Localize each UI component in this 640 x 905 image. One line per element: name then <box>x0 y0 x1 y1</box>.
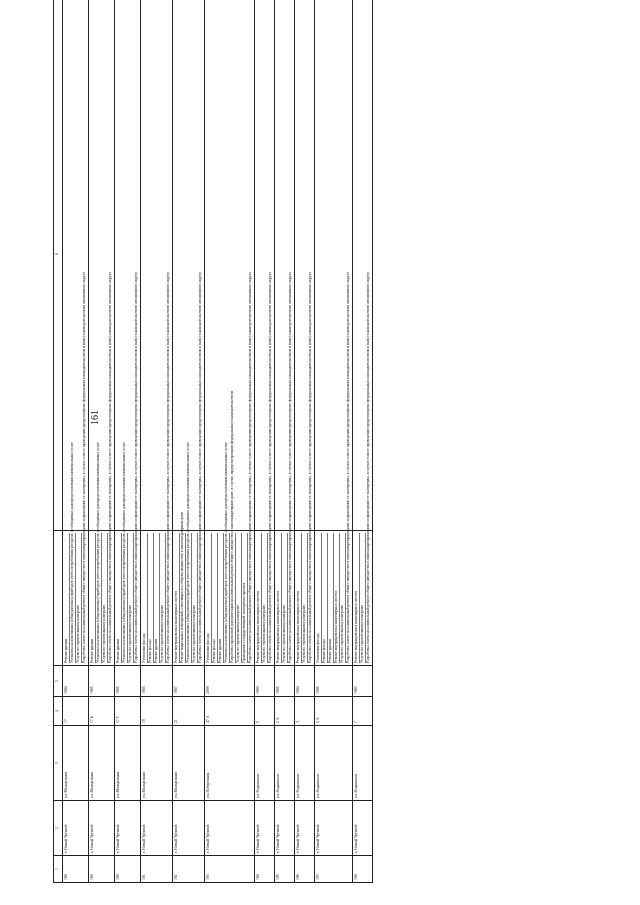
col-header-2: 2 <box>54 801 63 856</box>
work-item: Ремонт внутридомовых инженерных систем <box>296 533 302 663</box>
address-cell: ул. Надымская <box>315 726 353 801</box>
house-number-cell: 21 <box>173 697 205 726</box>
city-cell: г. Новый Уренгой <box>295 801 315 856</box>
col-header-works <box>54 531 63 666</box>
works-cell <box>141 271 173 666</box>
table-row <box>141 0 173 883</box>
city-cell: г. Новый Уренгой <box>205 801 255 856</box>
city-cell: г. Новый Уренгой <box>315 801 353 856</box>
work-item: Ремонт внутридомовых инженерных систем <box>256 533 262 663</box>
work-item: Услуги по строительному контролю <box>302 533 308 663</box>
work-item: Услуги по строительному контролю <box>128 533 134 663</box>
row-number-cell: 189 <box>89 856 115 883</box>
house-number-cell: 5 А <box>315 697 353 726</box>
house-number-cell: 2 А <box>275 697 295 726</box>
year-cell: 1985 <box>141 666 173 697</box>
address-cell: ул. Молодежная <box>89 726 115 801</box>
house-number-cell: 7 <box>353 697 373 726</box>
city-cell: г. Новый Уренгой <box>89 801 115 856</box>
work-item: Ремонт подвальных помещений, относящихся к общему имуществу в многоквартирном доме <box>180 511 184 663</box>
row-number-cell: 191 <box>141 856 173 883</box>
work-item: Ремонт внутридомовых инженерных систем <box>334 533 340 663</box>
col-header-1: 1 <box>54 856 63 883</box>
column-number-row <box>54 0 63 883</box>
col-header-6: 6 <box>54 0 63 531</box>
city-cell: г. Новый Уренгой <box>63 801 89 856</box>
work-item: Разработка сметы на капитальный ремонт общего имущества в многоквартирном доме и проведение ее экспертизы, в случае если ее проведение предусмотрено федеральным законодательством и (или) законодательством автономного округа <box>134 271 138 663</box>
row-number-cell: 197 <box>315 856 353 883</box>
address-cell: ул. Молодежная <box>173 726 205 801</box>
works-cell <box>63 271 89 666</box>
col-header-4: 4 <box>54 697 63 726</box>
work-item: Услуги по строительному контролю <box>282 533 288 663</box>
works-cell <box>295 271 315 666</box>
work-item: Разработка сметы на капитальный ремонт общего имущества в многоквартирном доме и проведение ее экспертизы, в случае если ее проведение предусмотрено федеральным законодательством и (или) законодательством автономного округа <box>108 271 112 663</box>
table-row <box>173 0 205 883</box>
work-item: Ремонт крыши <box>64 533 70 663</box>
year-cell: 1985 <box>115 666 141 697</box>
address-cell: ул. Надымская <box>353 726 373 801</box>
work-item: Ремонт фасада <box>212 533 218 663</box>
row-number-cell: 188 <box>63 856 89 883</box>
work-item: Ремонт крыши <box>154 533 160 663</box>
work-item: Ремонт крыши <box>218 533 224 663</box>
house-number-cell: 3 <box>295 697 315 726</box>
row-number-cell: 192 <box>173 856 205 883</box>
work-item: Разработка сметы на капитальный ремонт общего имущества в многоквартирном доме и проведение ее экспертизы, в случае если ее проведение предусмотрено федеральным законодательством и (или) законодательством автономного округа <box>198 271 202 663</box>
work-item: Утепление фасада <box>206 533 212 663</box>
city-cell: г. Новый Уренгой <box>173 801 205 856</box>
work-item: Услуги по строительному контролю <box>76 533 82 663</box>
work-item: Установка коллективных (общедомовых) приборов учета потребления ресурсов, необходимых для предоставления коммунальных услуг <box>122 441 126 663</box>
table-row <box>275 0 295 883</box>
work-item: Услуги по строительному контролю <box>360 533 366 663</box>
work-item: Ремонт внутридомовых инженерных систем <box>354 533 360 663</box>
row-number-cell: 190 <box>115 856 141 883</box>
work-item: Услуги по строительному контролю <box>340 533 346 663</box>
rotated-sheet <box>53 13 582 883</box>
table-row <box>89 0 115 883</box>
table-row <box>315 0 353 883</box>
work-item: Разработка проектной документации на капитальный ремонт общего имущества в многоквартирном доме, в случае, предусмотренном федеральным законодательством <box>230 390 234 663</box>
house-number-cell: 19 <box>141 697 173 726</box>
works-cell <box>315 271 353 666</box>
works-cell <box>173 271 205 666</box>
house-number-cell: 17 Б <box>89 697 115 726</box>
row-number-cell: 196 <box>295 856 315 883</box>
address-cell: ул. Надымская <box>295 726 315 801</box>
address-cell: ул. Надымская <box>275 726 295 801</box>
address-cell: ул. Молодежная <box>141 726 173 801</box>
work-item: Разработка сметы на капитальный ремонт общего имущества в многоквартирном доме и проведение ее экспертизы, в случае если ее проведение предусмотрено федеральным законодательством и (или) законодательством автономного округа <box>288 271 292 663</box>
work-item: Установка коллективных (общедомовых) приборов учета потребления ресурсов, необходимых для предоставления коммунальных услуг <box>224 441 228 663</box>
work-item: Разработка сметы на капитальный ремонт общего имущества в многоквартирном доме и проведение ее экспертизы, в случае если ее проведение предусмотрено федеральным законодательством и (или) законодательством автономного округа <box>268 271 272 663</box>
works-cell <box>255 271 275 666</box>
work-item: Разработка сметы на капитальный ремонт общего имущества в многоквартирном доме и проведение ее экспертизы, в случае если ее проведение предусмотрено федеральным законодательством и (или) законодательством автономного округа <box>248 271 252 663</box>
table-row <box>63 0 89 883</box>
city-cell: г. Новый Уренгой <box>255 801 275 856</box>
year-cell: 1987 <box>173 666 205 697</box>
table-row <box>205 0 255 883</box>
work-item: Услуги по строительному контролю <box>262 533 268 663</box>
year-cell: 1980 <box>255 666 275 697</box>
law-line <box>241 0 246 528</box>
table-row <box>295 0 315 883</box>
works-cell <box>205 271 255 666</box>
work-item: Установка коллективных (общедомовых) приборов учета потребления ресурсов, необходимых для предоставления коммунальных услуг <box>186 441 190 663</box>
address-cell: ул. Молодежная <box>115 726 141 801</box>
house-number-cell: 17 Г <box>115 697 141 726</box>
year-cell: 1985 <box>275 666 295 697</box>
work-item: Услуги по строительному контролю <box>160 533 166 663</box>
row-number-cell: 198 <box>353 856 373 883</box>
work-item: Ремонт крыши <box>116 533 122 663</box>
work-item: Утепление фасада <box>142 533 148 663</box>
works-cell <box>115 271 141 666</box>
year-cell: 1985 <box>89 666 115 697</box>
col-header-3: 3 <box>54 726 63 801</box>
house-number-cell: 17 <box>63 697 89 726</box>
work-item: Ремонт фасада <box>148 533 154 663</box>
year-cell: 1984 <box>295 666 315 697</box>
work-item: Разработка сметы на капитальный ремонт общего имущества в многоквартирном доме и проведение ее экспертизы, в случае если ее проведение предусмотрено федеральным законодательством и (или) законодательством автономного округа <box>82 271 86 663</box>
house-number-cell: 5 <box>255 697 275 726</box>
works-cell <box>353 271 373 666</box>
year-cell: 1983 <box>353 666 373 697</box>
work-item: Разработка сметы на капитальный ремонт общего имущества в многоквартирном доме и проведение ее экспертизы, в случае если ее проведение предусмотрено федеральным законодательством и (или) законодательством автономного округа <box>166 271 170 663</box>
work-item: Услуги по строительному контролю <box>102 533 108 663</box>
city-cell: г. Новый Уренгой <box>115 801 141 856</box>
table-row <box>115 0 141 883</box>
work-item: Ремонт внутридомовых инженерных систем <box>276 533 282 663</box>
row-number-cell: 193 <box>205 856 255 883</box>
col-header-5: 5 <box>54 666 63 697</box>
work-item: Ремонт внутридомовых инженерных систем <box>174 533 180 663</box>
work-item: Установка коллективных (общедомовых) приборов учета потребления ресурсов, необходимых для предоставления коммунальных услуг <box>70 441 74 663</box>
table-row <box>255 0 275 883</box>
work-item: Установка коллективных (общедомовых) приборов учета потребления ресурсов, необходимых для предоставления коммунальных услуг <box>96 441 100 663</box>
table-row <box>353 0 373 883</box>
work-item: Услуги по строительному контролю <box>236 533 242 663</box>
work-item: Ремонт фасада <box>322 533 328 663</box>
house-number-cell: 47 А <box>205 697 255 726</box>
works-cell <box>275 271 295 666</box>
year-cell: 2009 <box>205 666 255 697</box>
work-item: Утепление фасада <box>316 533 322 663</box>
city-cell: г. Новый Уренгой <box>141 801 173 856</box>
row-number-cell: 194 <box>255 856 275 883</box>
work-item: Ремонт крыши <box>90 533 96 663</box>
page-number: 161 <box>90 410 101 425</box>
address-cell: ул. Набережная <box>205 726 255 801</box>
work-item: Разработка сметы на капитальный ремонт общего имущества в многоквартирном доме и проведение ее экспертизы, в случае если ее проведение предусмотрено федеральным законодательством и (или) законодательством автономного округа <box>366 271 370 663</box>
work-item: Разработка сметы на капитальный ремонт общего имущества в многоквартирном доме и проведение ее экспертизы, в случае если ее проведение предусмотрено федеральным законодательством и (или) законодательством автономного округа <box>346 271 350 663</box>
repair-program-table <box>53 0 373 883</box>
address-cell: ул. Надымская <box>255 726 275 801</box>
work-item: Ремонт крыши <box>328 533 334 663</box>
year-cell: 1984 <box>63 666 89 697</box>
work-item: Услуги по строительному контролю <box>192 533 198 663</box>
work-item: Разработка сметы на капитальный ремонт общего имущества в многоквартирном доме и проведение ее экспертизы, в случае если ее проведение предусмотрено федеральным законодательством и (или) законодательством автономного округа <box>308 271 312 663</box>
year-cell: 1986 <box>315 666 353 697</box>
city-cell: г. Новый Уренгой <box>275 801 295 856</box>
work-item: Проведение государственной экспертизы проекта <box>242 533 248 663</box>
address-cell: ул. Молодежная <box>63 726 89 801</box>
row-number-cell: 195 <box>275 856 295 883</box>
city-cell: г. Новый Уренгой <box>353 801 373 856</box>
